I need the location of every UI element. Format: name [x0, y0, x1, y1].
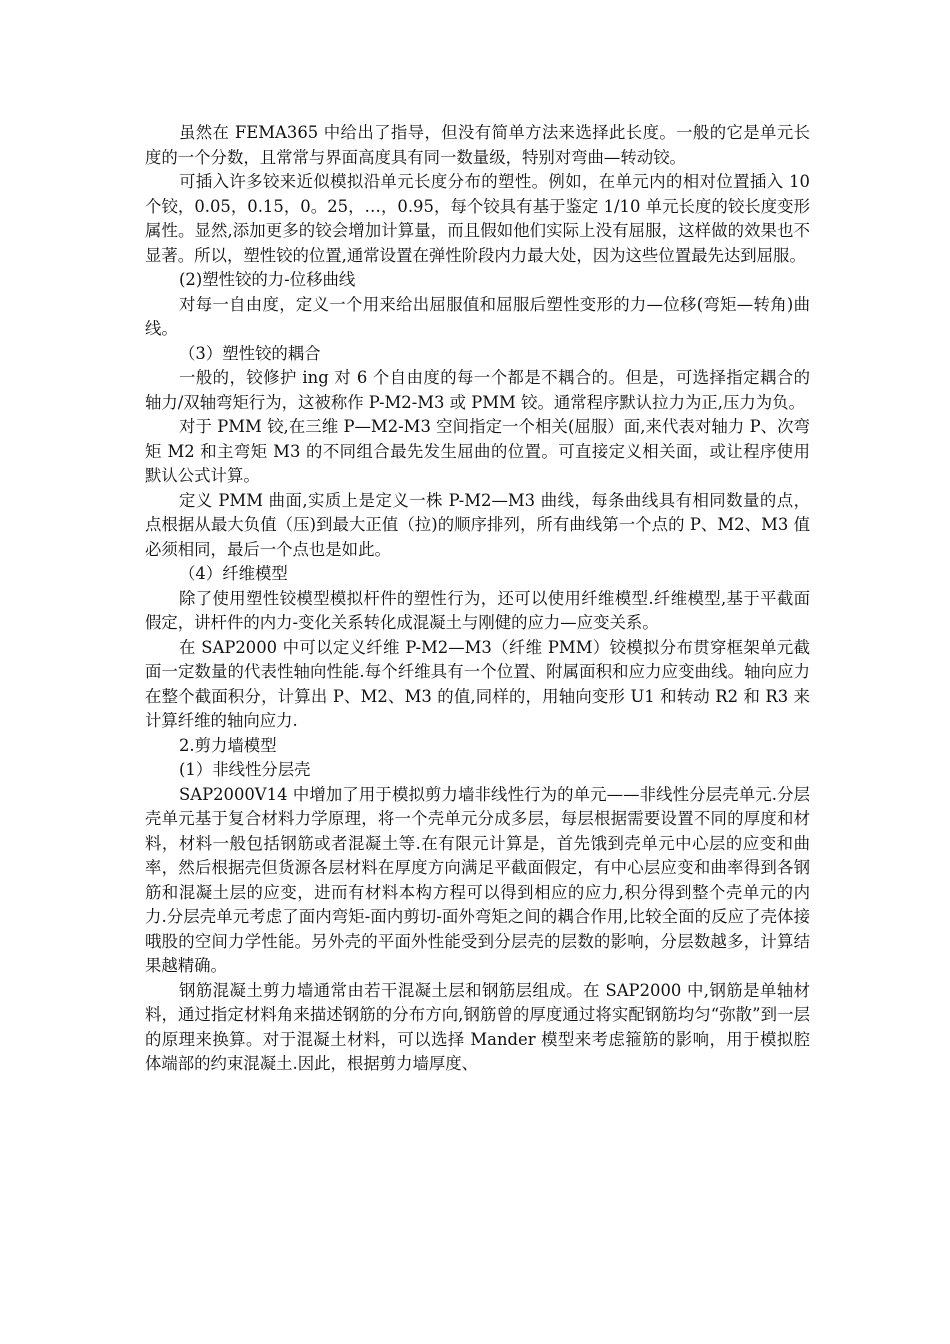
paragraph-7: 除了使用塑性铰模型模拟杆件的塑性行为，还可以使用纤维模型.纤维模型,基于平截面假定，讲杆件的内力-变化关系转化成混凝土与刚健的应力—应变关系。 [145, 588, 810, 632]
section-heading-shear-wall: 2.剪力墙模型 [179, 735, 277, 755]
document-page [145, 121, 810, 1077]
section-heading-2: (2)塑性铰的力-位移曲线 [179, 270, 356, 289]
paragraph-3: 对每一自由度，定义一个用来给出屈服值和屈服后塑性变形的力—位移(弯矩—转角)曲线。 [145, 294, 810, 338]
paragraph-5: 对于 PMM 铰,在三维 P—M2-M3 空间指定一个相关(屈服）面,来代表对轴力 P、次弯矩 M2 和主弯矩 M3 的不同组合最先发生屈曲的位置。可直接定义相关面，或让程序使用默认公式计算。 [145, 417, 810, 485]
paragraph-10: 钢筋混凝土剪力墙通常由若干混凝土层和钢筋层组成。在 SAP2000 中,钢筋是单轴材料，通过指定材料角来描述钢筋的分布方向,钢筋曾的厚度通过将实配钢筋均匀“弥散”到一层的原理来换算。对于混凝土材料，可以选择 Mander 模型来考虑箍筋的影响，用于模拟腔体端部的约束混凝土.因此，根据剪力墙厚度、 [145, 980, 810, 1073]
paragraph-1: 虽然在 FEMA365 中给出了指导，但没有简单方法来选择此长度。一般的它是单元长度的一个分数，且常常与界面高度具有同一数量级，特别对弯曲—转动铰。 [145, 123, 810, 167]
section-heading-3: （3）塑性铰的耦合 [179, 343, 321, 363]
section-heading-layered-shell: (1）非线性分层壳 [179, 760, 311, 779]
section-heading-4: （4）纤维模型 [179, 564, 288, 583]
paragraph-8: 在 SAP2000 中可以定义纤维 P-M2—M3（纤维 PMM）铰模拟分布贯穿框架单元截面一定数量的代表性轴向性能.每个纤维具有一个位置、附属面积和应力应变曲线。轴向应力在整个截面积分，计算出 P、M2、M3 的值,同样的，用轴向变形 U1 和转动 R2 和 R3 来计算纤维的轴向应力. [145, 637, 810, 730]
paragraph-4: 一般的，铰修护 ing 对 6 个自由度的每一个都是不耦合的。但是，可选择指定耦合的轴力/双轴弯矩行为，这被称作 P-M2-M3 或 PMM 铰。通常程序默认拉力为正,压力为负。 [145, 368, 810, 412]
paragraph-6: 定义 PMM 曲面,实质上是定义一株 P-M2—M3 曲线，每条曲线具有相同数量的点，点根据从最大负值（压)到最大正值（拉)的顺序排列，所有曲线第一个点的 P、M2、M3 值必须相同，最后一个点也是如此。 [145, 490, 810, 559]
paragraph-9: SAP2000V14 中增加了用于模拟剪力墙非线性行为的单元——非线性分层壳单元.分层壳单元基于复合材料力学原理，将一个壳单元分成多层，每层根据需要设置不同的厚度和材料，材料一般包括钢筋或者混凝土等.在有限元计算是，首先饿到壳单元中心层的应变和曲率，然后根据壳但货源各层材料在厚度方向满足平截面假定，有中心层应变和曲率得到各钢筋和混凝土层的应变，进而有材料本构方程可以得到相应的应力,积分得到整个壳单元的内力.分层壳单元考虑了面内弯矩-面内剪切-面外弯矩之间的耦合作用,比较全面的反应了壳体接哦股的空间力学性能。另外壳的平面外性能受到分层壳的层数的影响，分层数越多，计算结果越精确。 [145, 784, 810, 975]
paragraph-2: 可插入许多铰来近似模拟沿单元长度分布的塑性。例如，在单元内的相对位置插入 10 个铰，0.05，0.15，0。25，…，0.95，每个铰具有基于鉴定 1/10 单元长度的铰长度变形属性。显然,添加更多的铰会增加计算量，而且假如他们实际上没有屈服，这样做的效果也不显著。所以，塑性铰的位置,通常设置在弹性阶段内力最大处，因为这些位置最先达到屈服。 [145, 172, 810, 265]
